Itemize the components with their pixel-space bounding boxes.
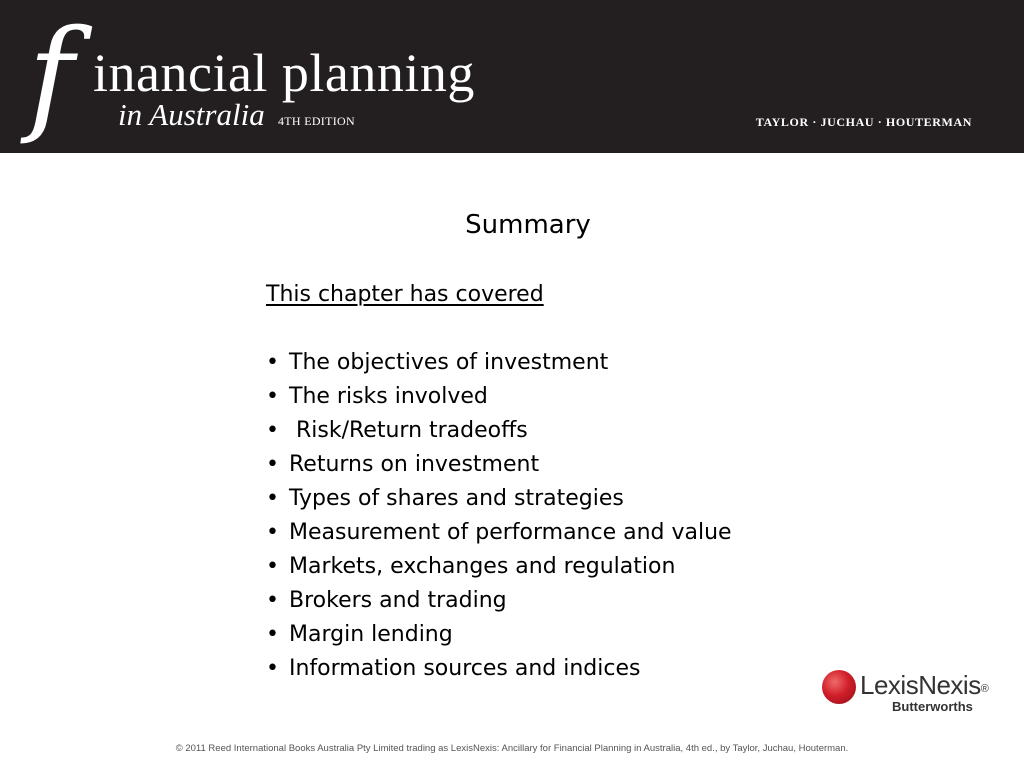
lexisnexis-logo [822,668,992,716]
logo-subtitle: Butterworths [892,699,973,714]
edition-label: 4TH EDITION [278,114,355,128]
bullet-item [266,414,826,448]
bullet-icon: • [266,588,279,613]
bullet-text: Margin lending [289,622,453,647]
logo-name-text: LexisNexis [860,670,981,700]
bullet-list [266,346,826,686]
bullet-item [266,618,826,652]
bullet-item [266,550,826,584]
bullet-icon: • [266,486,279,511]
bullet-text: Markets, exchanges and regulation [289,554,676,579]
bullet-item [266,346,826,380]
logo-name [860,670,988,700]
bullet-icon: • [266,520,279,545]
brand-subtitle: in Australia [118,97,265,132]
registered-mark: ® [980,683,989,695]
bullet-icon: • [266,452,279,477]
bullet-text: Returns on investment [289,452,540,477]
bullet-text: Measurement of performance and value [289,520,732,545]
bullet-text: The risks involved [289,384,488,409]
bullet-item [266,652,826,686]
bullet-icon: • [266,350,279,375]
bullet-icon: • [266,656,279,681]
slide-title: Summary [465,210,591,240]
bullet-item [266,516,826,550]
header-banner [0,0,1024,153]
bullet-text: Risk/Return tradeoffs [289,418,528,443]
brand-title: inancial planning [93,43,475,103]
bullet-text: Types of shares and strategies [289,486,624,511]
lexisnexis-globe-icon [822,670,856,704]
bullet-icon: • [266,384,279,409]
brand-title-initial: f [28,4,74,148]
bullet-item [266,448,826,482]
bullet-icon: • [266,418,279,443]
bullet-item [266,584,826,618]
bullet-text: Brokers and trading [289,588,507,613]
bullet-text: The objectives of investment [289,350,609,375]
bullet-icon: • [266,622,279,647]
bullet-item [266,482,826,516]
copyright-notice: © 2011 Reed International Books Australia Pty Limited trading as LexisNexis: Ancillary for Financial Planning in Australia, 4th ed., by Taylor, Juchau, Houterman. [175,743,849,754]
bullet-text: Information sources and indices [289,656,641,681]
slide-subheading: This chapter has covered [266,282,544,307]
slide-content [266,279,826,686]
authors-label: TAYLOR · JUCHAU · HOUTERMAN [755,115,972,129]
bullet-icon: • [266,554,279,579]
bullet-item [266,380,826,414]
